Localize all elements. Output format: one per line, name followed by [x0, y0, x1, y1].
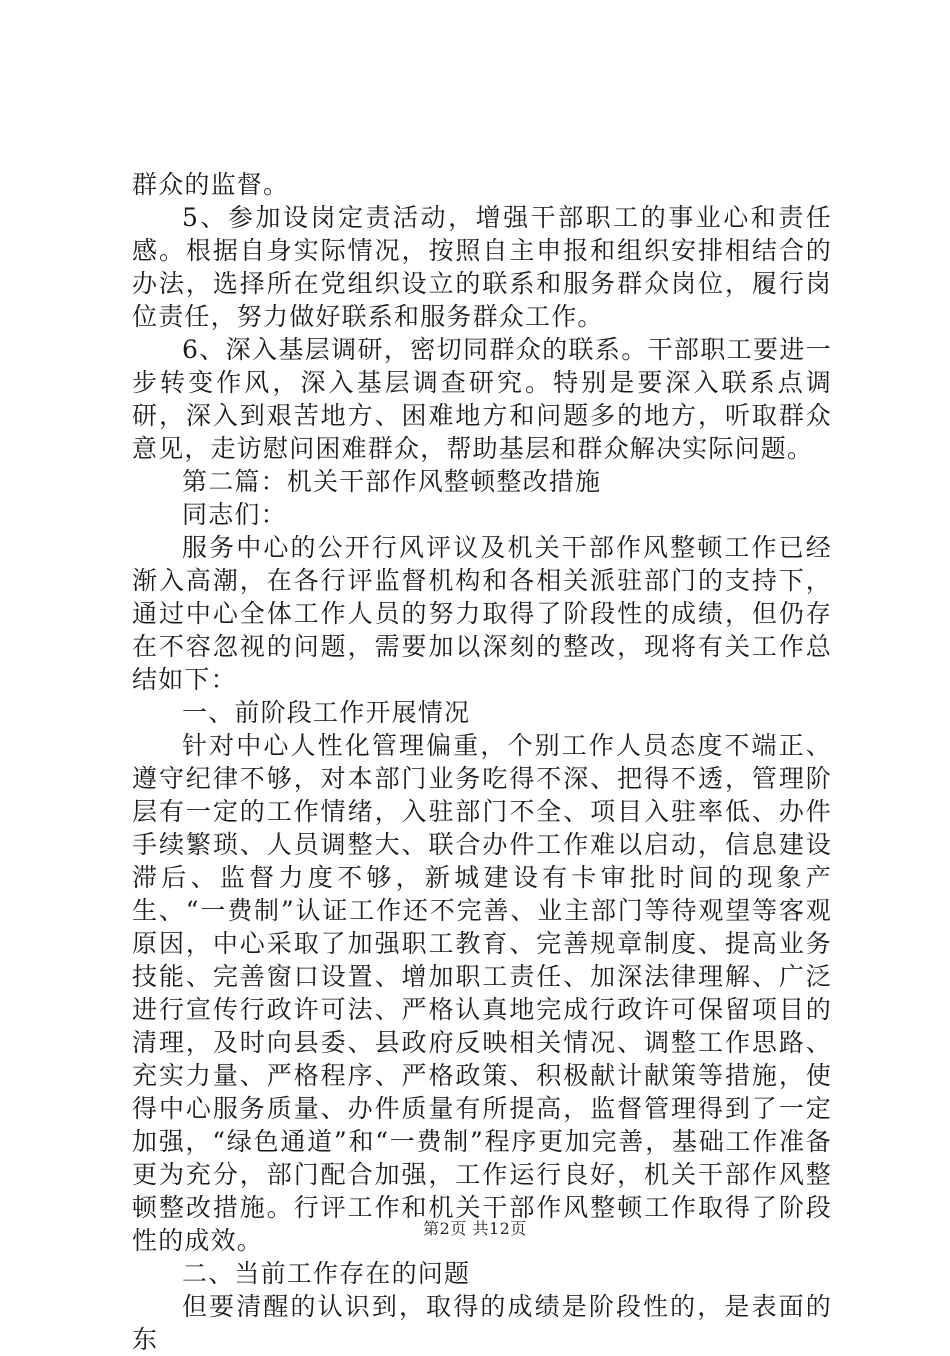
- paragraph: 服务中心的公开行风评议及机关干部作风整顿工作已经渐入高潮，在各行评监督机构和各相关派驻部门的支持下，通过中心全体工作人员的努力取得了阶段性的成绩，但仍存在不容忽视的问题，需要加以深刻的整改，现将有关工作总结如下：: [132, 533, 832, 694]
- document-body: [132, 168, 832, 1356]
- subsection-heading: 二、当前工作存在的问题: [182, 1259, 471, 1288]
- paragraph: 6、深入基层调研，密切同群众的联系。干部职工要进一步转变作风，深入基层调查研究。特别是要深入联系点调研，深入到艰苦地方、困难地方和问题多的地方，听取群众意见，走访慰问困难群众，帮助基层和群众解决实际问题。: [132, 335, 832, 463]
- subsection-heading: 一、前阶段工作开展情况: [182, 698, 471, 727]
- paragraph: 但要清醒的认识到，取得的成绩是阶段性的，是表面的东: [132, 1292, 832, 1354]
- section-heading: 第二篇：机关干部作风整顿整改措施: [182, 467, 602, 496]
- paragraph: 针对中心人性化管理偏重，个别工作人员态度不端正、遵守纪律不够，对本部门业务吃得不深、把得不透，管理阶层有一定的工作情绪，入驻部门不全、项目入驻率低、办件手续繁琐、人员调整大、联合办件工作难以启动，信息建设滞后、监督力度不够，新城建设有卡审批时间的现象产生、“一费制”认证工作还不完善、业主部门等待观望等客观原因，中心采取了加强职工教育、完善规章制度、提高业务技能、完善窗口设置、增加职工责任、加深法律理解、广泛进行宣传行政许可法、严格认真地完成行政许可保留项目的清理，及时向县委、县政府反映相关情况、调整工作思路、充实力量、严格程序、严格政策、积极献计献策等措施，使得中心服务质量、办件质量有所提高，监督管理得到了一定加强，“绿色通道”和“一费制”程序更加完善，基础工作准备更为充分，部门配合加强，工作运行良好，机关干部作风整顿整改措施。行评工作和机关干部作风整顿工作取得了阶段性的成效。: [132, 731, 832, 1255]
- page-number-footer: 第2页 共12页: [423, 1219, 527, 1238]
- paragraph: 5、参加设岗定责活动，增强干部职工的事业心和责任感。根据自身实际情况，按照自主申报和组织安排相结合的办法，选择所在党组织设立的联系和服务群众岗位，履行岗位责任，努力做好联系和服务群众工作。: [132, 203, 832, 331]
- paragraph: 群众的监督。: [132, 170, 290, 199]
- salutation: 同志们：: [182, 500, 287, 529]
